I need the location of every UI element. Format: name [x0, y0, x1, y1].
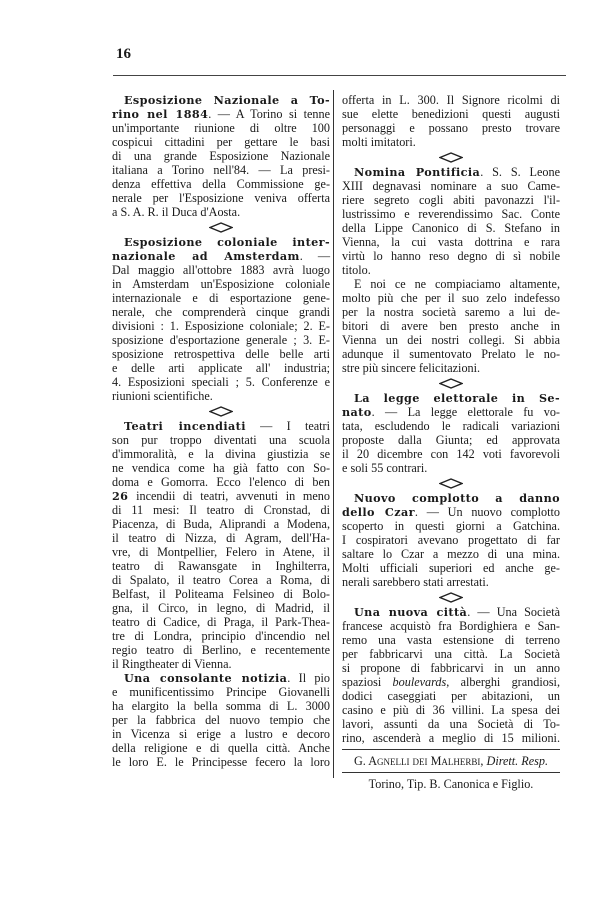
text-line	[112, 319, 330, 333]
text-line	[112, 545, 330, 559]
article-heading: rino nel 1884	[112, 107, 209, 121]
body-text: nerale per l'Esposizione veniva offerta	[112, 191, 330, 205]
text-line	[342, 647, 560, 661]
body-text: 4. Esposizioni speciali ; 5. Conferenze e	[112, 375, 330, 389]
text-line	[112, 727, 330, 741]
body-text: . —	[299, 249, 330, 263]
body-text: francese acquistò fra Bordighiera e San-	[342, 619, 560, 633]
text-line	[342, 619, 560, 633]
body-text: della Lippe Canonico di S. Stefano in	[342, 221, 560, 235]
body-text: lustrissimo e reverendissimo Sac. Conte	[342, 207, 560, 221]
text-line	[112, 741, 330, 755]
body-text: denza effettiva della Commissione ge-	[112, 177, 330, 191]
text-line	[112, 601, 330, 615]
text-line	[112, 587, 330, 601]
editor-role: Dirett. Resp.	[486, 754, 549, 768]
body-text: , alberghi grandiosi,	[446, 675, 560, 689]
body-text: nerale, che comprenderà cinque grandi	[112, 305, 330, 319]
diamond-separator-icon	[112, 219, 330, 235]
text-line	[342, 491, 560, 505]
text-line	[342, 235, 560, 249]
article	[342, 93, 560, 149]
body-text: personaggi e possano presto trovare	[342, 121, 560, 135]
body-text: incendii di teatri, avvenuti in meno	[128, 489, 330, 503]
article-heading: La legge elettorale in Se-	[354, 391, 560, 405]
text-line	[342, 277, 560, 291]
article-heading: Nomina Pontificia	[354, 165, 481, 179]
body-text: di Spalato, il teatro Corea a Roma, di	[112, 573, 330, 587]
body-text: internazionale e di esportazione gene-	[112, 291, 330, 305]
text-line	[342, 221, 560, 235]
text-line	[112, 107, 330, 121]
body-text: . — A Torino si tenne	[208, 107, 330, 121]
body-text: I cospiratori avevano progettato di far	[342, 533, 560, 547]
text-line	[112, 191, 330, 205]
article-heading: 26	[112, 489, 129, 503]
text-line	[112, 447, 330, 461]
body-text: XIII degnavasi nominare a suo Came-	[342, 179, 560, 193]
page-number: 16	[116, 46, 131, 62]
text-line	[342, 333, 560, 347]
article-heading: nato	[342, 405, 372, 419]
body-text: Piacenza, di Buda, Aliprandi a Modena,	[112, 517, 330, 531]
text-line	[112, 389, 330, 403]
article-heading: Esposizione Nazionale a To-	[124, 93, 330, 107]
footer-rule-top	[342, 749, 560, 750]
body-text: d'immoralità, e la divina giustizia se	[112, 447, 330, 461]
right-column-articles	[342, 93, 560, 745]
column-divider	[333, 90, 334, 778]
body-text: . — Una Società	[467, 605, 560, 619]
text-line	[342, 505, 560, 519]
body-text: della religione e di quella città. Anche	[112, 741, 330, 755]
body-text: dodici caseggiati per abitazioni, un	[342, 689, 560, 703]
text-line	[112, 713, 330, 727]
body-text: sposizione d'esportazione generale ; 3. E-	[112, 333, 330, 347]
text-line	[342, 249, 560, 263]
text-line	[112, 433, 330, 447]
article-heading: nazionale ad Amsterdam	[112, 249, 300, 263]
text-line	[342, 193, 560, 207]
text-line	[342, 689, 560, 703]
text-line	[112, 361, 330, 375]
text-line	[112, 235, 330, 249]
editor-credit	[342, 754, 560, 768]
article	[112, 671, 330, 769]
body-text: il 20 dicembre con 142 voti favorevoli	[342, 447, 560, 461]
body-text: molto più che per il suo zelo indefesso	[342, 291, 560, 305]
text-line	[112, 347, 330, 361]
body-text: ne vendica come ha già fatto con So-	[112, 461, 330, 475]
diamond-separator-icon	[342, 475, 560, 491]
text-line	[342, 361, 560, 375]
body-text: . Il pio	[287, 671, 330, 685]
body-text: spaziosi	[342, 675, 393, 689]
body-text: . — Un nuovo complotto	[414, 505, 560, 519]
body-text: sposizione retrospettiva delle belle arti	[112, 347, 330, 361]
body-text: si propone di fabbricarvi in un anno	[342, 661, 560, 675]
body-text: vre, di Montpellier, Felero in Atene, il	[112, 545, 330, 559]
body-text: il teatro di Nizza, di Agram, dell'Ha-	[112, 531, 330, 545]
article-heading: Teatri incendiati	[124, 419, 246, 433]
body-text: teatro di Cadice, di Praga, il Park-Thea-	[112, 615, 330, 629]
body-text: . — La legge elettorale fu vo-	[371, 405, 560, 419]
article	[342, 277, 560, 375]
text-line	[112, 475, 330, 489]
text-line	[342, 461, 560, 475]
article-heading: Esposizione coloniale inter-	[124, 235, 330, 249]
article-heading: Nuovo complotto a danno	[354, 491, 560, 505]
article	[342, 491, 560, 589]
article	[112, 235, 330, 403]
text-line	[112, 685, 330, 699]
text-line	[112, 517, 330, 531]
body-text: cospicui cittadini per gettare le basi	[112, 135, 330, 149]
italic-text: boulevards	[392, 675, 447, 689]
body-text: per la fabbrica del nuovo tempio che	[112, 713, 330, 727]
text-line	[342, 433, 560, 447]
text-line	[342, 633, 560, 647]
text-line	[342, 391, 560, 405]
text-line	[112, 671, 330, 685]
body-text: Molti ufficiali superiori ed anche ge-	[342, 561, 560, 575]
text-line	[342, 207, 560, 221]
body-text: proposte dalla Giunta; ed approvata	[342, 433, 560, 447]
body-text: doma e Gomorra. Ecco l'elenco di ben	[112, 475, 330, 489]
text-line	[342, 93, 560, 107]
body-text: teatro di Rawansgate in Inghilterra,	[112, 559, 330, 573]
text-line	[112, 121, 330, 135]
text-line	[112, 249, 330, 263]
body-text: scoperto in questi giorni a Gatchina.	[342, 519, 560, 533]
right-column	[342, 93, 560, 791]
text-line	[112, 629, 330, 643]
text-line	[342, 135, 560, 149]
body-text: per la nostra società saremo a lui de-	[342, 305, 560, 319]
text-line	[342, 305, 560, 319]
body-text: son pur troppo diventati una scuola	[112, 433, 330, 447]
text-line	[112, 375, 330, 389]
text-line	[112, 503, 330, 517]
text-line	[112, 93, 330, 107]
text-line	[112, 419, 330, 433]
article-heading: Una nuova città	[354, 605, 468, 619]
text-line	[112, 755, 330, 769]
body-text: offerta in L. 300. Il Signore ricolmi di	[342, 93, 560, 107]
body-text: di una grande Esposizione Nazionale	[112, 149, 330, 163]
body-text: saltare lo Czar a mezzo di una mina.	[342, 547, 560, 561]
body-text: stre più sincere felicitazioni.	[342, 361, 481, 375]
body-text: Belfast, il Politeama Felsineo di Bolo-	[112, 587, 330, 601]
body-text: riere segreto cogli abiti pavonazzi l'il-	[342, 193, 560, 207]
text-line	[112, 149, 330, 163]
text-line	[342, 291, 560, 305]
text-line	[342, 731, 560, 745]
body-text: e munificentissimo Principe Giovanelli	[112, 685, 330, 699]
body-text: ha elargito la bella somma di L. 3000	[112, 699, 330, 713]
text-line	[112, 263, 330, 277]
body-text: a S. A. R. il Duca d'Aosta.	[112, 205, 241, 219]
text-line	[112, 559, 330, 573]
text-line	[112, 205, 330, 219]
body-text: di 11 mesi: Il teatro di Cronstad, di	[112, 503, 330, 517]
body-text: virtù lo hanno reso degno di sì nobile	[342, 249, 560, 263]
body-text: lavori, assunti da una Società di To-	[342, 717, 560, 731]
text-line	[112, 333, 330, 347]
article	[342, 165, 560, 277]
body-text: divisioni : 1. Esposizione coloniale; 2. E-	[112, 319, 330, 333]
text-line	[342, 575, 560, 589]
body-text: casino e più di 36 villini. La spesa dei	[342, 703, 560, 717]
text-line	[112, 657, 330, 671]
diamond-separator-icon	[342, 589, 560, 605]
editor-name: G. Agnelli dei Malherbi,	[353, 754, 487, 768]
text-line	[342, 547, 560, 561]
body-text: in Amsterdam un'Esposizione coloniale	[112, 277, 330, 291]
text-line	[342, 121, 560, 135]
text-line	[342, 447, 560, 461]
body-text: e delle arti applicate all' industria;	[112, 361, 330, 375]
body-text: . S. S. Leone	[480, 165, 560, 179]
diamond-separator-icon	[342, 375, 560, 391]
text-line	[342, 347, 560, 361]
article	[342, 605, 560, 745]
text-line	[342, 561, 560, 575]
text-line	[112, 135, 330, 149]
text-line	[342, 319, 560, 333]
body-text: italiana a Torino nell'84. — La presi-	[112, 163, 330, 177]
text-line	[112, 615, 330, 629]
body-text: in Vicenza si erige a lustro e decoro	[112, 727, 330, 741]
text-line	[342, 405, 560, 419]
article	[112, 93, 330, 219]
text-line	[112, 489, 330, 503]
body-text: gna, il Circo, in legno, di Madrid, il	[112, 601, 330, 615]
diamond-separator-icon	[342, 149, 560, 165]
body-text: un'importante riunione di oltre 100	[112, 121, 330, 135]
text-line	[112, 291, 330, 305]
printer-credit: Torino, Tip. B. Canonica e Figlio.	[368, 777, 534, 791]
body-text: regio teatro di Berlino, e recentemente	[112, 643, 330, 657]
text-line	[342, 605, 560, 619]
text-line	[342, 703, 560, 717]
body-text: il Ringtheater di Vienna.	[112, 657, 232, 671]
text-line	[112, 699, 330, 713]
text-line	[342, 165, 560, 179]
article	[342, 391, 560, 475]
text-line	[342, 675, 560, 689]
body-text: adunque il sumentovato Prelato le no-	[342, 347, 560, 361]
text-line	[342, 717, 560, 731]
text-line	[342, 419, 560, 433]
text-line	[342, 519, 560, 533]
body-text: tre di Londra, principio d'incendio nel	[112, 629, 330, 643]
text-line	[112, 163, 330, 177]
text-line	[342, 179, 560, 193]
body-text: riunioni scientifiche.	[112, 389, 213, 403]
text-line	[112, 531, 330, 545]
body-text: — I teatri	[245, 419, 330, 433]
body-text: bitori di avere ben presto anche in	[342, 319, 560, 333]
body-text: e soli 55 contrari.	[342, 461, 428, 475]
body-text: Vienna, la cui vasta dottrina e rara	[342, 235, 560, 249]
text-line	[342, 107, 560, 121]
body-text: rino, ascenderà a meglio di 15 milioni.	[342, 731, 560, 745]
text-line	[112, 277, 330, 291]
body-text: E noi ce ne compiaciamo altamente,	[354, 277, 560, 291]
text-line	[342, 533, 560, 547]
header-rule	[113, 75, 566, 76]
body-text: Dal maggio all'ottobre 1883 avrà luogo	[112, 263, 330, 277]
body-text: titolo.	[342, 263, 371, 277]
text-line	[112, 643, 330, 657]
left-column	[112, 93, 330, 769]
body-text: sue elette benedizioni questi augusti	[342, 107, 560, 121]
article-heading: Una consolante notizia	[124, 671, 288, 685]
text-line	[112, 177, 330, 191]
text-line	[342, 263, 560, 277]
text-line	[112, 305, 330, 319]
footer-rule-bottom	[342, 772, 560, 773]
body-text: molti imitatori.	[342, 135, 416, 149]
body-text: per fabbricarvi una città. La Società	[342, 647, 560, 661]
body-text: remo una vasta estensione di terreno	[342, 633, 560, 647]
body-text: Vienna un dei nostri collegi. Si abbia	[342, 333, 560, 347]
text-line	[342, 661, 560, 675]
text-line	[112, 573, 330, 587]
body-text: nerali sarebbero stati arrestati.	[342, 575, 489, 589]
article-heading: dello Czar	[342, 505, 415, 519]
body-text: tata, escludendo le radicali variazioni	[342, 419, 560, 433]
article	[112, 419, 330, 671]
body-text: le loro E. le Principesse fecero la loro	[112, 755, 330, 769]
text-line	[112, 461, 330, 475]
diamond-separator-icon	[112, 403, 330, 419]
